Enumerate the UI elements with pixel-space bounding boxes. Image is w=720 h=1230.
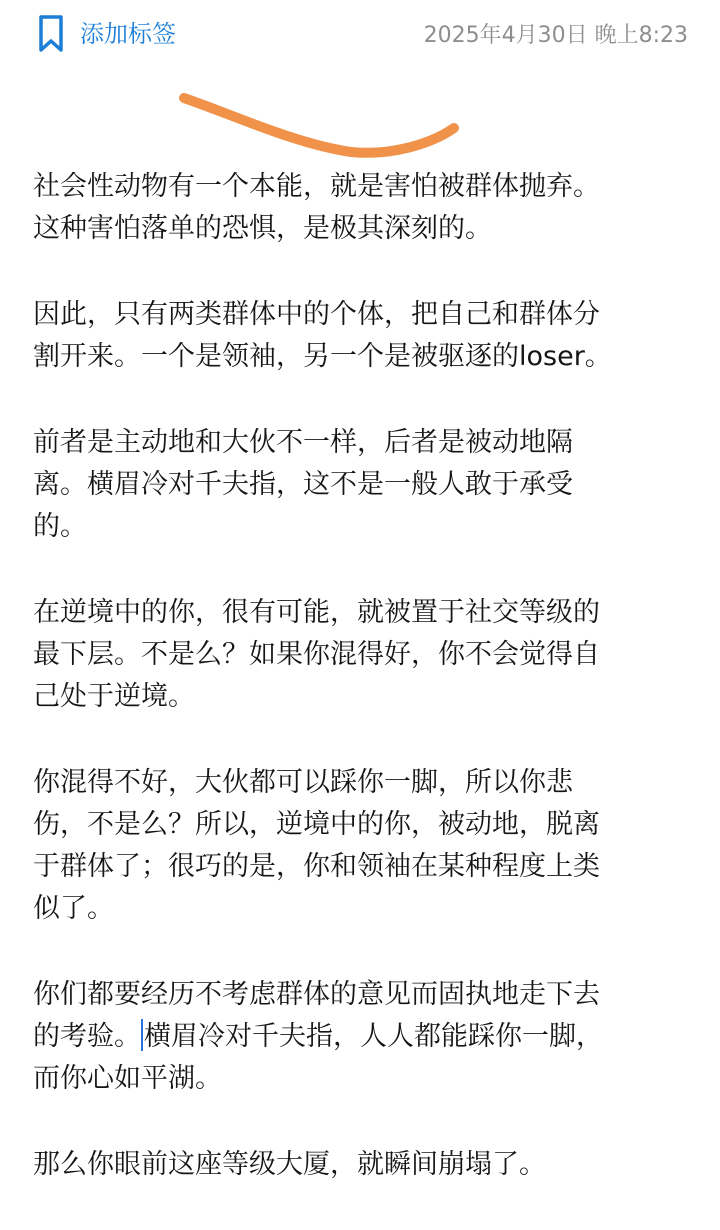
text-line: 己处于逆境。	[33, 681, 195, 712]
text-segment: 横眉冷对千夫指，人人都能踩你一脚，	[144, 1021, 603, 1052]
paragraph-4	[33, 592, 693, 718]
text-line: 这种害怕落单的恐惧，是极其深刻的。	[33, 213, 492, 244]
text-line: 伤，不是么？所以，逆境中的你，被动地，脱离	[33, 809, 600, 840]
text-line: 最下层。不是么？如果你混得好，你不会觉得自	[33, 639, 600, 670]
text-cursor-caret	[141, 1019, 143, 1051]
paragraph-6[interactable]	[33, 974, 693, 1100]
paragraph-1	[33, 166, 693, 250]
note-timestamp: 2025年4月30日 晚上8:23	[423, 23, 688, 48]
text-line: 似了。	[33, 893, 114, 924]
add-tag-button[interactable]	[36, 14, 176, 54]
text-line: 离。横眉冷对千夫指，这不是一般人敢于承受	[33, 469, 573, 500]
text-line: 因此，只有两类群体中的个体，把自己和群体分	[33, 299, 600, 330]
paragraph-7	[33, 1144, 693, 1186]
text-segment: 的考验。	[33, 1021, 141, 1052]
text-line: 那么你眼前这座等级大厦，就瞬间崩塌了。	[33, 1149, 546, 1180]
paragraph-3	[33, 422, 693, 548]
paragraph-5	[33, 762, 693, 930]
text-line: 你们都要经历不考虑群体的意见而固执地走下去	[33, 979, 600, 1010]
note-body	[33, 166, 693, 1230]
text-line: 割开来。一个是领袖，另一个是被驱逐的loser。	[33, 341, 612, 372]
bookmark-icon	[36, 14, 66, 54]
note-header	[0, 0, 720, 70]
text-line-with-caret	[33, 1016, 693, 1058]
text-line: 在逆境中的你，很有可能，就被置于社交等级的	[33, 597, 600, 628]
handwritten-underline-stroke-icon	[176, 86, 466, 166]
text-line: 的。	[33, 511, 87, 542]
text-line: 社会性动物有一个本能，就是害怕被群体抛弃。	[33, 171, 600, 202]
text-line: 而你心如平湖。	[33, 1063, 222, 1094]
add-tag-label: 添加标签	[80, 20, 176, 48]
text-line: 于群体了；很巧的是，你和领袖在某种程度上类	[33, 851, 600, 882]
text-line: 你混得不好，大伙都可以踩你一脚，所以你悲	[33, 767, 573, 798]
paragraph-2	[33, 294, 693, 378]
text-line: 前者是主动地和大伙不一样，后者是被动地隔	[33, 427, 573, 458]
